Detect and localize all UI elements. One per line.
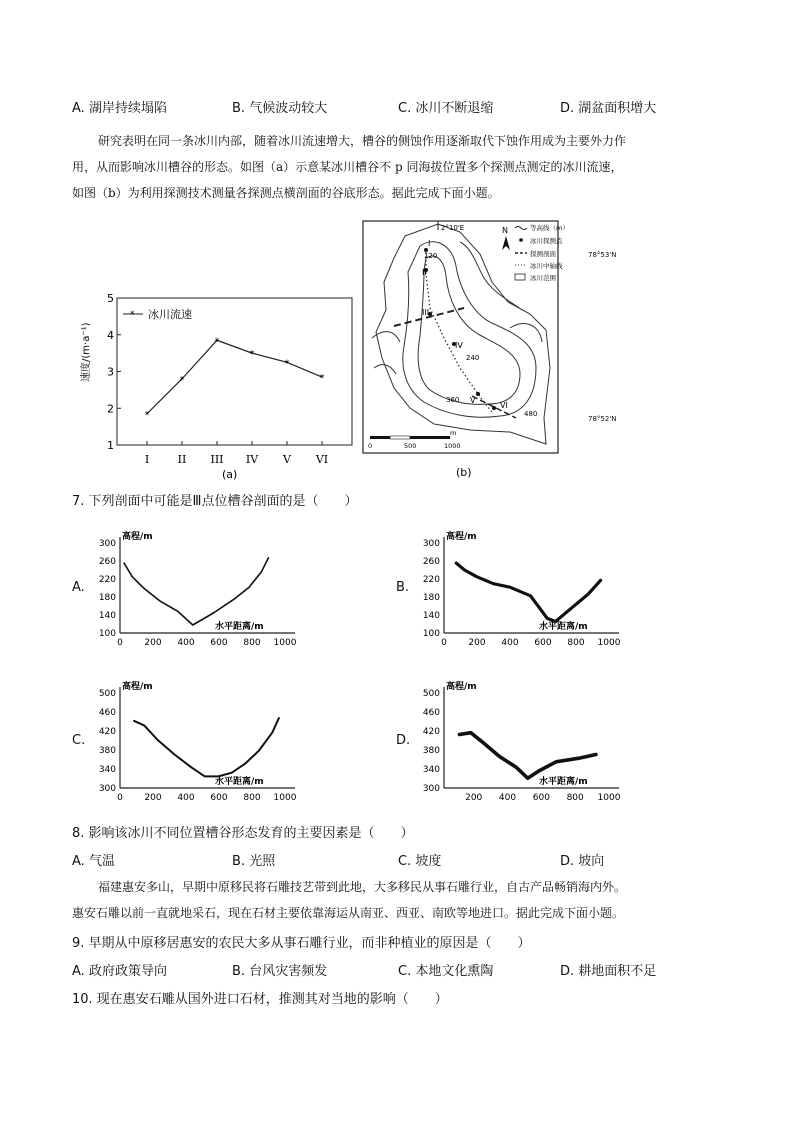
- q7-stem: 7. 下列剖面中可能是Ⅲ点位槽谷剖面的是（ ）: [72, 494, 358, 509]
- x-tick-label: 200: [465, 793, 483, 803]
- data-point: *: [179, 374, 185, 386]
- legend-item: 冰川中轴线: [530, 262, 563, 270]
- x-tick-label: III: [210, 453, 224, 466]
- point-label: III: [422, 308, 430, 317]
- data-point: *: [319, 373, 325, 385]
- y-tick-label: 5: [107, 292, 114, 305]
- y-tick-label: 140: [98, 611, 116, 621]
- scale-label: 1000: [444, 442, 461, 450]
- q8-option-c: C. 坡度: [398, 854, 442, 869]
- point-v: [476, 392, 480, 396]
- contour-label: 240: [466, 354, 480, 362]
- y-tick-label: 300: [422, 784, 440, 794]
- legend-item: 探测剖面: [530, 250, 556, 258]
- data-point: *: [214, 336, 220, 348]
- q7-option-d-label: D.: [396, 733, 411, 748]
- y-tick-label: 460: [422, 708, 440, 718]
- profile-curve: [124, 558, 268, 625]
- profile-chart-a: [90, 525, 310, 655]
- point-label: V: [470, 396, 476, 405]
- point-label: VI: [500, 401, 508, 410]
- contour-label: 360: [446, 396, 460, 404]
- x-tick-label: 800: [243, 793, 261, 803]
- q9-option-c: C. 本地文化熏陶: [398, 964, 494, 979]
- q9-option-b: B. 台风灾害频发: [232, 964, 328, 979]
- q7-option-b-label: B.: [396, 580, 410, 595]
- y-tick-label: 1: [107, 439, 114, 452]
- x-tick-label: 0: [117, 793, 123, 803]
- figure-b-glacier-map: [360, 218, 569, 483]
- scale-bar: [370, 436, 390, 439]
- x-tick-label: 200: [144, 793, 162, 803]
- contour-label: 480: [524, 410, 538, 418]
- y-axis-label: 速度/(m·a⁻¹): [81, 322, 92, 382]
- q10-stem: 10. 现在惠安石雕从国外进口石材，推测其对当地的影响（ ）: [72, 992, 448, 1007]
- q9-option-d: D. 耕地面积不足: [560, 964, 657, 979]
- legend-item: 冰川探测点: [530, 237, 563, 245]
- legend-label: 冰川流速: [148, 308, 192, 321]
- x-tick-label: 1000: [597, 638, 621, 648]
- point-label: I: [428, 239, 431, 248]
- y-tick-label: 460: [98, 708, 116, 718]
- x-tick-label: II: [177, 453, 187, 466]
- q6-option-d: D. 湖盆面积增大: [560, 101, 657, 116]
- scale-unit: m: [450, 429, 457, 437]
- y-tick-label: 100: [422, 629, 440, 639]
- legend-item: 冰川范围: [530, 274, 556, 282]
- y-tick-label: 300: [98, 784, 116, 794]
- data-point: *: [249, 349, 255, 361]
- q6-option-b: B. 气候波动较大: [232, 101, 328, 116]
- q9-option-a: A. 政府政策导向: [72, 964, 167, 979]
- x-tick-label: 600: [210, 638, 228, 648]
- y-axis-label: 高程/m: [446, 532, 477, 542]
- profile-chart-d: [414, 675, 634, 810]
- y-tick-label: 500: [422, 689, 440, 699]
- x-tick-label: 200: [144, 638, 162, 648]
- map-frame: [363, 221, 558, 453]
- q8-option-b: B. 光照: [232, 854, 276, 869]
- profile-chart-c: [90, 675, 310, 810]
- y-tick-label: 2: [107, 402, 114, 416]
- y-tick-label: 420: [422, 727, 440, 737]
- x-tick-label: 0: [117, 638, 123, 648]
- y-tick-label: 260: [98, 557, 116, 567]
- data-point: *: [284, 358, 290, 370]
- x-tick-label: V: [283, 453, 291, 466]
- x-tick-label: 800: [567, 638, 585, 648]
- x-tick-label: 0: [441, 638, 447, 648]
- profile-curve: [134, 718, 279, 776]
- q6-option-a: A. 湖岸持续塌陷: [72, 101, 167, 116]
- x-tick-label: I: [144, 453, 150, 466]
- figure-a-caption: (a): [222, 468, 238, 481]
- x-axis-label: 水平距离/m: [539, 622, 588, 632]
- y-tick-label: 300: [422, 539, 440, 549]
- passage-glacier: 研究表明在同一条冰川内部，随着冰川流速增大，槽谷的侧蚀作用逐渐取代下蚀作用成为主要外力作 用，从而影响冰川槽谷的形态。如图（a）示意某冰川槽谷不 p 同海拔位置多个探测点测定的冰川流速， 如图（b）为利用探测技术测量各探测点横剖面的谷底形态。据此完成下面小题。: [72, 134, 627, 200]
- y-tick-label: 180: [98, 593, 116, 603]
- coord-top: 2°10'E: [441, 224, 465, 232]
- y-tick-label: 420: [98, 727, 116, 737]
- x-axis-label: 水平距离/m: [215, 622, 264, 632]
- y-tick-label: 140: [422, 611, 440, 621]
- x-tick-label: 400: [498, 793, 517, 803]
- x-tick-label: 800: [566, 793, 584, 803]
- q8-stem: 8. 影响该冰川不同位置槽谷形态发育的主要因素是（ ）: [72, 826, 414, 841]
- legend-marker: *: [130, 310, 135, 320]
- q7-option-a-label: A.: [72, 580, 85, 595]
- passage-huian: 福建惠安多山，早期中原移民将石雕技艺带到此地，大多移民从事石雕行业，自古产品畅销海内外。 惠安石雕以前一直就地采石，现在石材主要依靠海运从南亚、西亚、南欧等地进口。据此完成下面小题。: [72, 880, 627, 920]
- y-tick-label: 220: [98, 575, 116, 585]
- x-tick-label: 400: [177, 793, 195, 803]
- scale-label: 0: [368, 442, 373, 450]
- north-label: N: [502, 226, 508, 235]
- y-axis-label: 高程/m: [122, 532, 153, 542]
- y-tick-label: 180: [422, 593, 440, 603]
- x-tick-label: IV: [245, 453, 259, 466]
- profile-chart-b: [414, 525, 634, 655]
- y-axis-label: 高程/m: [446, 682, 477, 692]
- y-tick-label: 380: [422, 746, 440, 756]
- x-tick-label: 600: [210, 793, 228, 803]
- figure-a-velocity-chart: [75, 290, 360, 480]
- data-point: *: [144, 409, 150, 421]
- x-tick-label: 400: [501, 638, 519, 648]
- profile-curve: [459, 733, 596, 779]
- q8-option-d: D. 坡向: [560, 854, 605, 869]
- q8-option-a: A. 气温: [72, 854, 115, 869]
- x-tick-label: 1000: [597, 793, 621, 803]
- x-tick-label: 600: [532, 793, 550, 803]
- x-tick-label: 800: [243, 638, 261, 648]
- x-axis-label: 水平距离/m: [539, 777, 588, 787]
- x-tick-label: VI: [315, 453, 329, 466]
- x-tick-label: 1000: [273, 793, 297, 803]
- y-tick-label: 3: [107, 365, 114, 379]
- y-tick-label: 300: [98, 539, 116, 549]
- q9-stem: 9. 早期从中原移居惠安的农民大多从事石雕行业，而非种植业的原因是（ ）: [72, 936, 531, 951]
- q6-option-c: C. 冰川不断退缩: [398, 101, 494, 116]
- scale-label: 500: [404, 442, 417, 450]
- profile-curve: [456, 563, 600, 622]
- y-tick-label: 340: [422, 765, 440, 775]
- point-label: II: [422, 268, 427, 277]
- x-axis-label: 水平距离/m: [215, 777, 264, 787]
- x-tick-label: 400: [177, 638, 195, 648]
- y-tick-label: 500: [98, 689, 116, 699]
- y-tick-label: 340: [98, 765, 116, 775]
- x-tick-label: 200: [468, 638, 486, 648]
- velocity-series-line: [147, 340, 322, 414]
- point-vi: [492, 406, 496, 410]
- lat-top: 78°53'N: [588, 251, 617, 259]
- y-tick-label: 260: [422, 557, 440, 567]
- y-tick-label: 4: [107, 328, 114, 342]
- y-tick-label: 380: [98, 746, 116, 756]
- legend-item: 等高线（m）: [530, 224, 569, 232]
- y-tick-label: 100: [98, 629, 116, 639]
- x-tick-label: 600: [534, 638, 552, 648]
- x-tick-label: 1000: [273, 638, 297, 648]
- lat-bottom: 78°52'N: [588, 415, 617, 423]
- contour-label: 120: [424, 252, 438, 260]
- q7-option-c-label: C.: [72, 733, 86, 748]
- figure-b-caption: (b): [456, 466, 472, 479]
- point-label: IV: [455, 341, 463, 350]
- y-axis-label: 高程/m: [122, 682, 153, 692]
- y-tick-label: 220: [422, 575, 440, 585]
